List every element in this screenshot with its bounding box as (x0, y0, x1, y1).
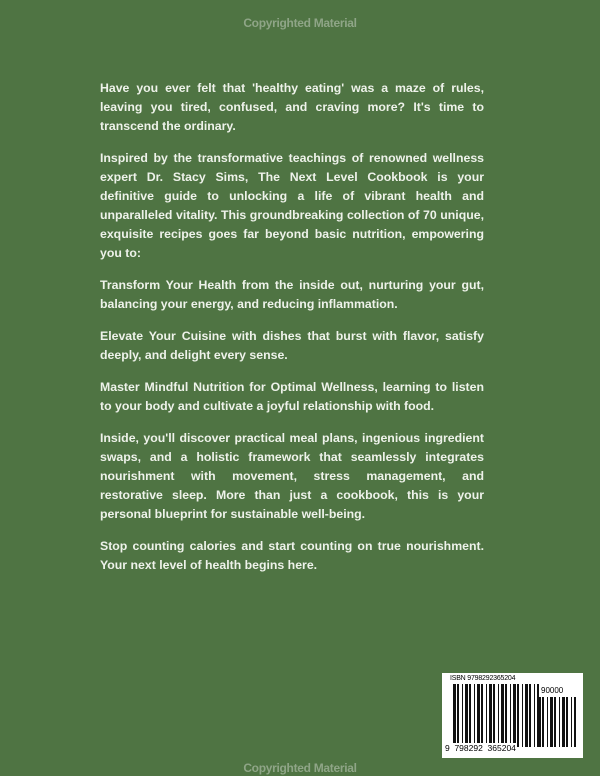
barcode-bars (453, 684, 539, 747)
barcode-bar (542, 697, 544, 747)
barcode-bar (469, 684, 471, 747)
barcode-bar (513, 684, 516, 747)
paragraph-inspired: Inspired by the transformative teachings of renowned wellness expert Dr. Stacy Sims, The Next Level Cookbook is your definitive guide to unlocking a life of vibrant health and unparalleled vitality. This groundbreaking collection of 70 unique, exquisite recipes goes far beyond basic nutrition, empowering you to: (100, 151, 484, 260)
barcode-bar (501, 684, 504, 747)
barcode-bar (534, 684, 535, 747)
barcode-bar (510, 684, 511, 747)
paragraph-master: Master Mindful Nutrition for Optimal Wellness, learning to listen to your body and cultivate a joyful relationship with food. (100, 380, 484, 413)
barcode-bar (574, 697, 576, 747)
barcode-bar (562, 697, 565, 747)
barcode-bar (522, 684, 523, 747)
barcode-bar (453, 684, 456, 747)
copyright-watermark-top: Copyrighted Material (243, 16, 357, 30)
paragraph-closing: Stop counting calories and start counting on true nourishment. Your next level of health begins here. (100, 539, 484, 572)
paragraph-inside: Inside, you'll discover practical meal plans, ingenious ingredient swaps, and a holistic framework that seamlessly integrates nourishment with movement, stress management, and restorative sleep. More than just a cookbook, this is your personal blueprint for sustainable well-being. (100, 431, 484, 521)
barcode-bar (457, 684, 459, 747)
barcode-bar (505, 684, 507, 747)
barcode-bar (486, 684, 487, 747)
barcode-bar (538, 697, 541, 747)
paragraph-transform: Transform Your Health from the inside out, nurturing your gut, balancing your energy, and reducing inflammation. (100, 278, 484, 311)
barcode-bar (529, 684, 531, 747)
barcode-bar (489, 684, 492, 747)
barcode-bar (517, 684, 519, 747)
addon-barcode-bars (538, 697, 576, 747)
barcode-bar (550, 697, 553, 747)
barcode-bar (571, 697, 572, 747)
copyright-watermark-bottom: Copyrighted Material (243, 761, 357, 775)
back-cover-blurb (100, 79, 484, 588)
barcode-bar (525, 684, 528, 747)
barcode-bar (559, 697, 560, 747)
barcode-bar (474, 684, 475, 747)
barcode-digits: 9 798292 365204 (445, 743, 516, 753)
barcode-bar (547, 697, 548, 747)
paragraph-elevate: Elevate Your Cuisine with dishes that burst with flavor, satisfy deeply, and delight every sense. (100, 329, 484, 362)
barcode-bar (498, 684, 499, 747)
barcode-bar (481, 684, 483, 747)
isbn-barcode (442, 673, 583, 758)
barcode-bar (493, 684, 495, 747)
barcode-bar (566, 697, 568, 747)
price-code: 90000 (541, 686, 564, 695)
isbn-label: ISBN 9798292365204 (450, 675, 516, 682)
barcode-bar (554, 697, 556, 747)
barcode-bar (477, 684, 480, 747)
barcode-bar (465, 684, 468, 747)
paragraph-intro: Have you ever felt that 'healthy eating' was a maze of rules, leaving you tired, confused, and craving more? It's time to transcend the ordinary. (100, 81, 484, 133)
barcode-bar (462, 684, 463, 747)
